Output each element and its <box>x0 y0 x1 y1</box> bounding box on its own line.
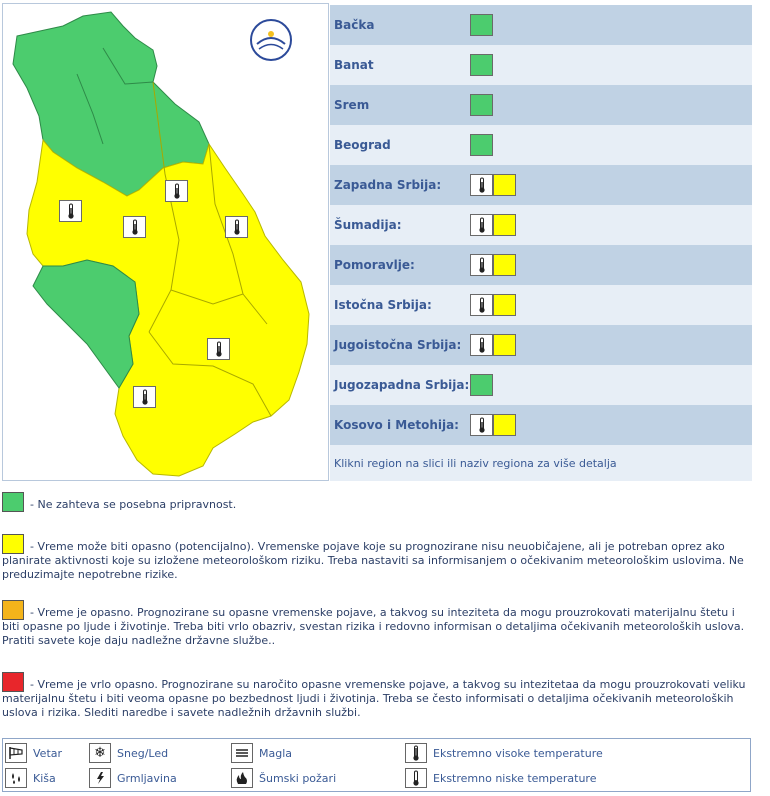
legend-item-orange <box>2 600 752 648</box>
thermometer-icon[interactable] <box>123 216 146 238</box>
lightning-icon <box>89 768 111 788</box>
low-temperature-icon <box>405 768 427 788</box>
region-status <box>470 54 493 76</box>
hazard-fog <box>231 743 292 763</box>
thermometer-icon[interactable] <box>59 200 82 222</box>
region-name-link[interactable]: Kosovo i Metohija: <box>334 418 459 432</box>
status-swatch-yellow <box>493 334 516 356</box>
map-region-jugozapadna-srbija[interactable] <box>33 260 139 388</box>
region-status <box>470 254 516 276</box>
hazard-label: Vetar <box>33 746 63 760</box>
region-row[interactable] <box>330 285 752 325</box>
hazard-label: Ekstremno visoke temperature <box>433 746 603 760</box>
region-name-link[interactable]: Pomoravlje: <box>334 258 415 272</box>
region-status <box>470 374 493 396</box>
high-temperature-icon <box>405 743 427 763</box>
status-swatch-green <box>470 374 493 396</box>
hazard-label: Grmljavina <box>117 771 177 785</box>
thermometer-icon <box>470 214 493 236</box>
legend-text-yellow: - Vreme može biti opasno (potencijalno). Vremenske pojave koje su prognozirane nisu neuobičajene, ali je potreban oprez ako planirate aktivnosti koje su izložene meteorološkom riziku. Treba nastaviti sa informisanjem o očekivanim meteorološkim uslovima. Ne preduzimajte nepotrebne rizike. <box>2 540 744 581</box>
region-status <box>470 174 516 196</box>
region-status <box>470 414 516 436</box>
region-name-link[interactable]: Jugoistočna Srbija: <box>334 338 462 352</box>
status-swatch-yellow <box>493 174 516 196</box>
hazard-snow <box>89 743 168 763</box>
snowflake-icon: ❄ <box>89 743 111 763</box>
legend-swatch-yellow <box>2 534 24 554</box>
region-name-link[interactable]: Jugozapadna Srbija: <box>334 378 470 392</box>
region-name-link[interactable]: Beograd <box>334 138 391 152</box>
region-name-link[interactable]: Banat <box>334 58 374 72</box>
hazard-high-temperature <box>405 743 603 763</box>
region-status <box>470 134 493 156</box>
region-hint: Klikni region na slici ili naziv regiona za više detalja <box>330 445 752 481</box>
region-row[interactable] <box>330 405 752 445</box>
rain-icon <box>5 768 27 788</box>
region-status <box>470 94 493 116</box>
wind-icon <box>5 743 27 763</box>
legend-item-yellow <box>2 534 752 582</box>
thermometer-icon <box>470 414 493 436</box>
region-row[interactable] <box>330 45 752 85</box>
fog-icon <box>231 743 253 763</box>
hazard-legend <box>2 738 751 792</box>
thermometer-icon[interactable] <box>225 216 248 238</box>
hazard-rain <box>5 768 56 788</box>
region-status <box>470 214 516 236</box>
region-name-link[interactable]: Istočna Srbija: <box>334 298 432 312</box>
region-name-link[interactable]: Bačka <box>334 18 375 32</box>
region-status <box>470 14 493 36</box>
legend-swatch-red <box>2 672 24 692</box>
status-swatch-yellow <box>493 254 516 276</box>
hazard-lightning <box>89 768 177 788</box>
serbia-map <box>3 4 330 482</box>
status-swatch-green <box>470 94 493 116</box>
legend-text-red: - Vreme je vrlo opasno. Prognozirane su naročito opasne vremenske pojave, a takvog su intezitetaa da mogu prouzrokovati veliku materijalnu štetu i biti veoma opasne po bezbednost ljudi i životinja. Treba se često informisati o detaljima očekivanih meteoroloških uslova i rizika. Slediti naredbe i savete nadležnih državnih službi. <box>2 678 746 719</box>
status-swatch-green <box>470 134 493 156</box>
status-swatch-green <box>470 54 493 76</box>
region-row[interactable] <box>330 5 752 45</box>
hazard-label: Magla <box>259 746 293 760</box>
hazard-label: Šumski požari <box>259 771 337 785</box>
hazard-wind <box>5 743 62 763</box>
legend-item-red <box>2 672 752 720</box>
legend-swatch-orange <box>2 600 24 620</box>
region-table <box>330 5 752 481</box>
status-swatch-yellow <box>493 414 516 436</box>
thermometer-icon[interactable] <box>133 386 156 408</box>
thermometer-icon <box>470 174 493 196</box>
region-name-link[interactable]: Zapadna Srbija: <box>334 178 442 192</box>
region-status <box>470 294 516 316</box>
region-row[interactable] <box>330 165 752 205</box>
hazard-forest-fire <box>231 768 336 788</box>
legend-text-green: - Ne zahteva se posebna pripravnost. <box>30 498 237 511</box>
thermometer-icon <box>470 294 493 316</box>
forest-fire-icon <box>231 768 253 788</box>
thermometer-icon <box>470 254 493 276</box>
region-row[interactable] <box>330 325 752 365</box>
region-name-link[interactable]: Šumadija: <box>334 218 402 232</box>
region-row[interactable] <box>330 125 752 165</box>
thermometer-icon[interactable] <box>207 338 230 360</box>
region-row[interactable] <box>330 245 752 285</box>
region-name-link[interactable]: Srem <box>334 98 370 112</box>
thermometer-icon[interactable] <box>165 180 188 202</box>
status-swatch-yellow <box>493 294 516 316</box>
legend-text-orange: - Vreme je opasno. Prognozirane su opasne vremenske pojave, a takvog su inteziteta da mogu prouzrokovati materijalnu štetu i biti opasne po ljude i životinje. Treba biti vrlo obazriv, svestan rizika i redovno informisan o detaljima očekivanih meteoroloških uslova. Pratiti savete koje daju nadležne državne službe.. <box>2 606 745 647</box>
hazard-label: Ekstremno niske temperature <box>433 771 597 785</box>
region-status <box>470 334 516 356</box>
thermometer-icon <box>470 334 493 356</box>
warning-map <box>2 3 329 481</box>
hazard-label: Kiša <box>33 771 56 785</box>
region-row[interactable] <box>330 205 752 245</box>
status-swatch-green <box>470 14 493 36</box>
hazard-label: Sneg/Led <box>117 746 169 760</box>
legend-swatch-green <box>2 492 24 512</box>
region-row[interactable] <box>330 365 752 405</box>
hazard-low-temperature <box>405 768 596 788</box>
region-row[interactable] <box>330 85 752 125</box>
status-swatch-yellow <box>493 214 516 236</box>
rhmz-logo <box>251 20 291 60</box>
legend-item-green <box>2 492 752 512</box>
